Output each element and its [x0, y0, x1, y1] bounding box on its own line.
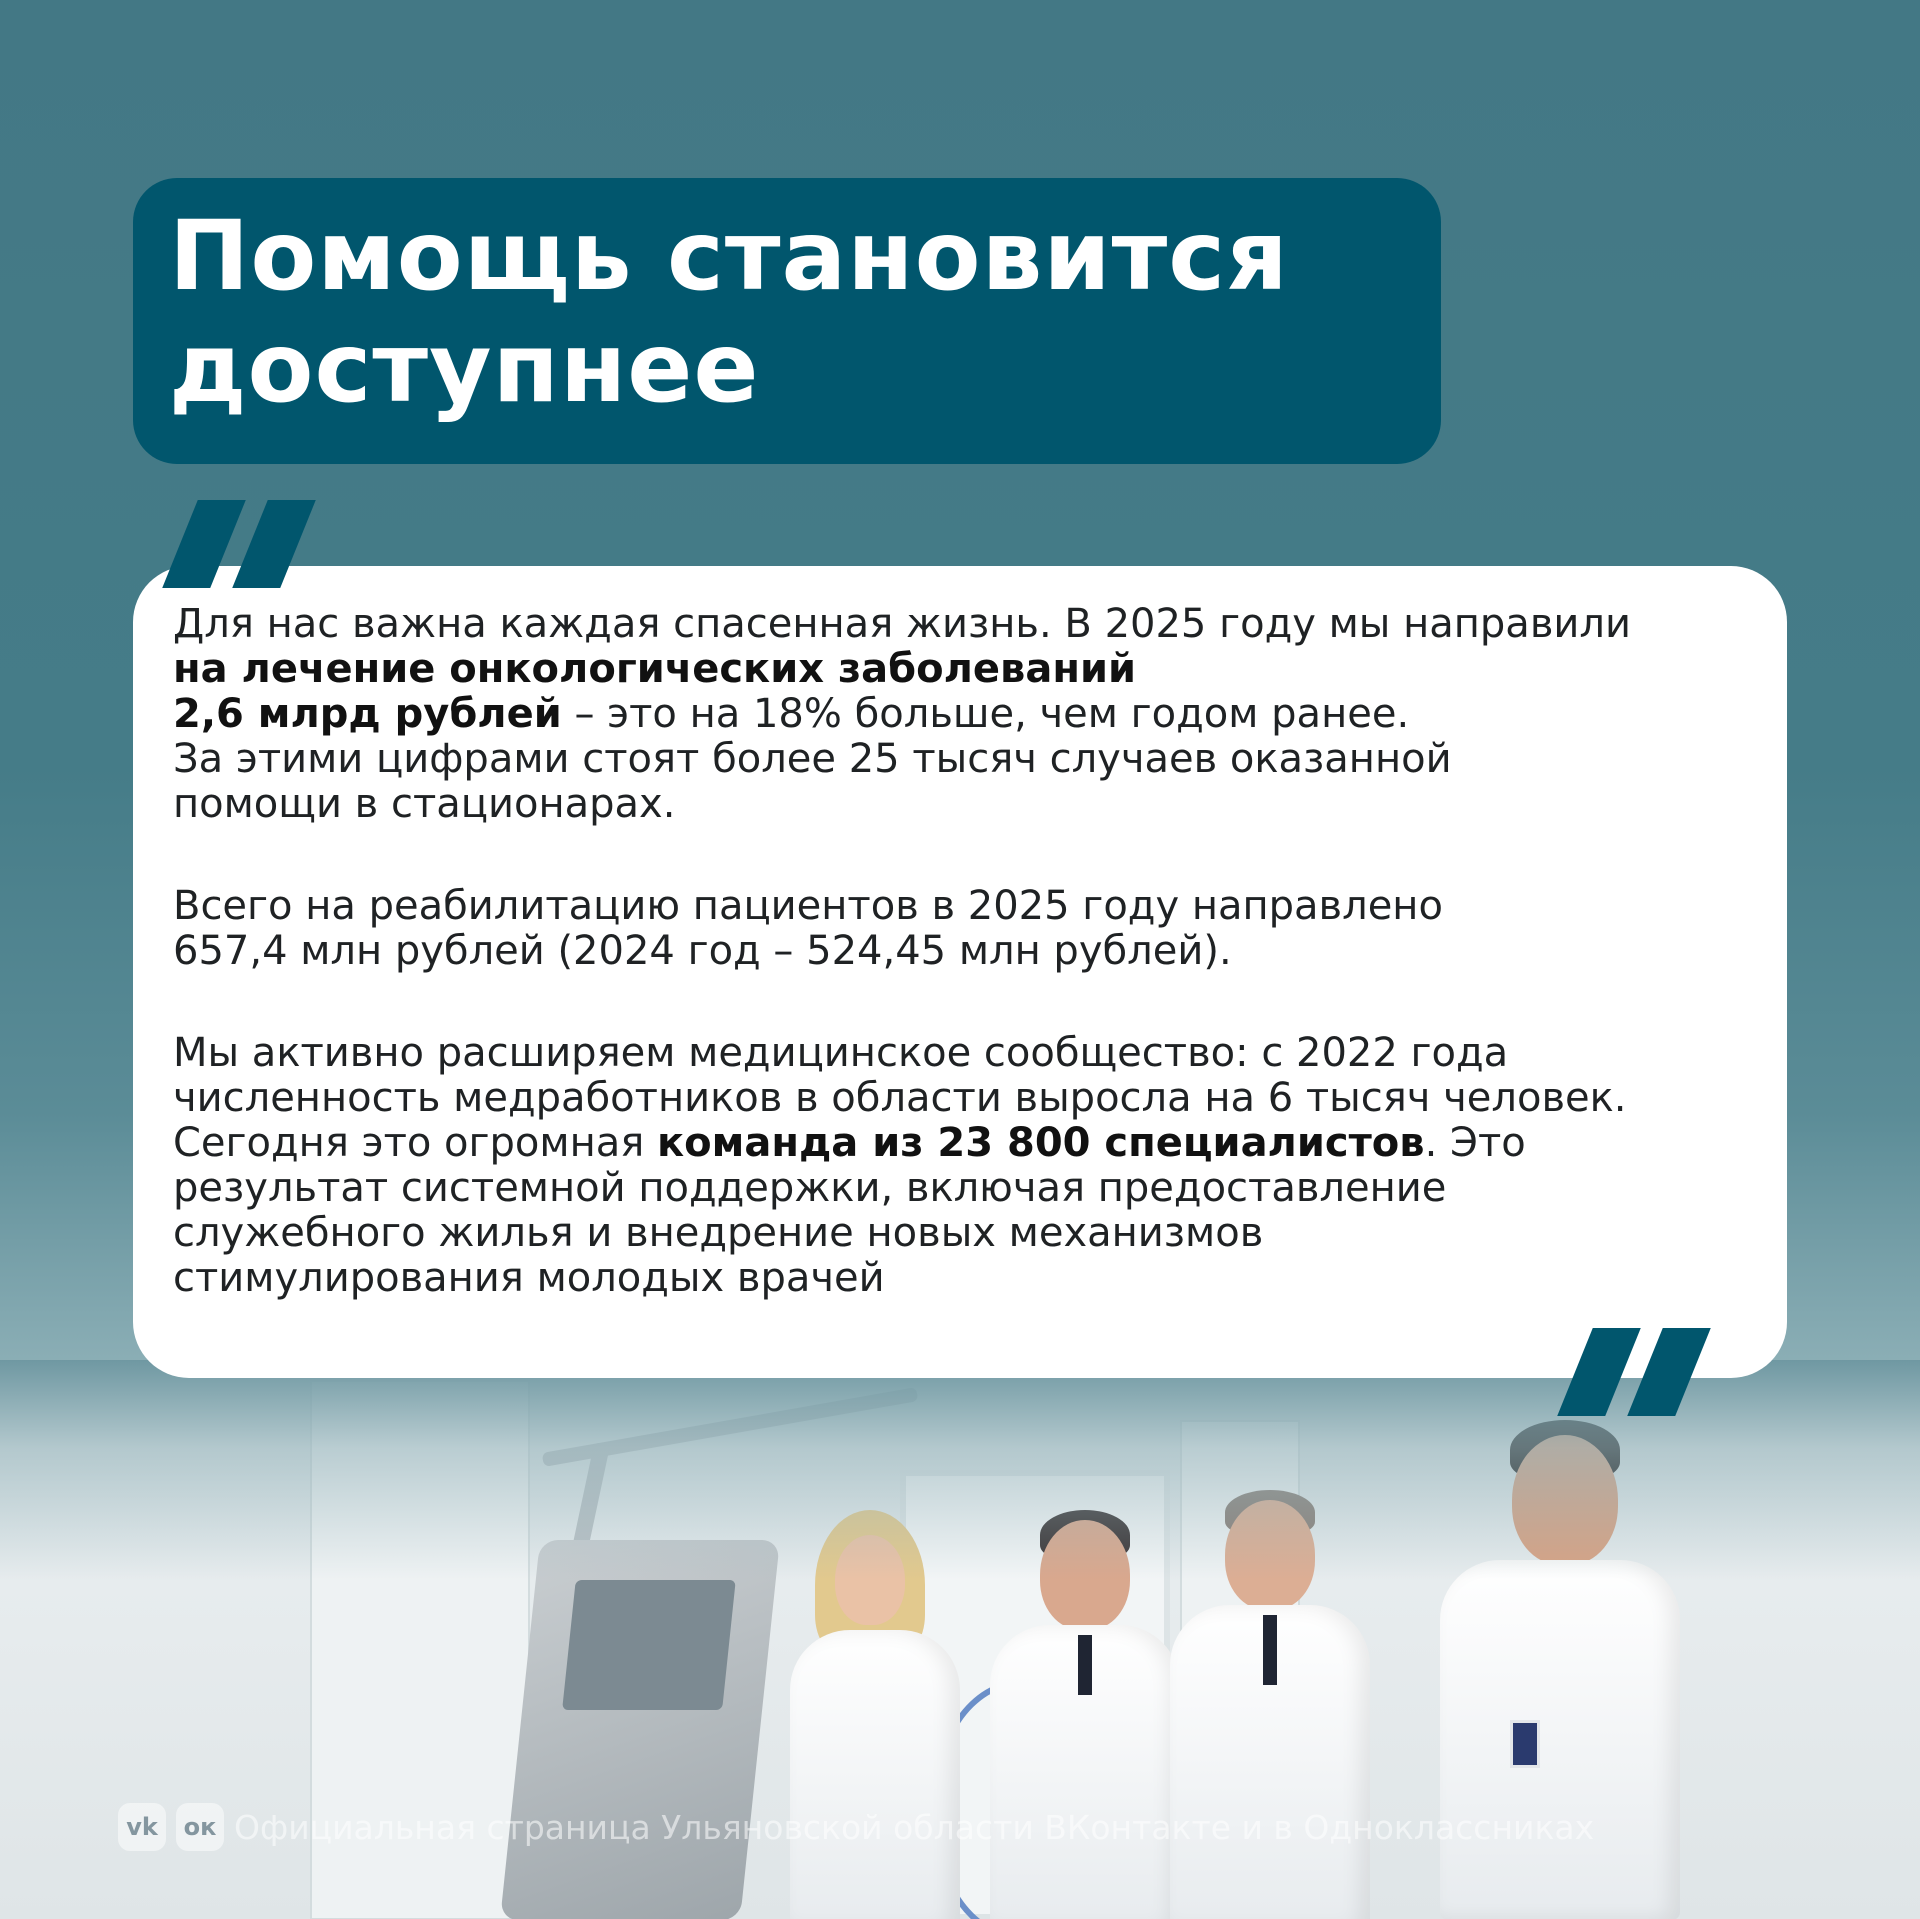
text-line: Для нас важна каждая спасенная жизнь. В 2025 году мы направили: [173, 601, 1631, 647]
bold-text: 2,6 млрд рублей: [173, 691, 562, 737]
text-line: 657,4 млн рублей (2024 год – 524,45 млн рублей).: [173, 928, 1232, 974]
text-span: – это на 18% больше, чем годом ранее.: [561, 691, 1410, 737]
title-line-1: Помощь становится: [169, 200, 1289, 312]
text-span: . Это: [1424, 1120, 1526, 1166]
text-line: Мы активно расширяем медицинское сообщество: с 2022 года: [173, 1030, 1509, 1076]
text-line: [173, 1121, 1747, 1166]
bold-text: на лечение онкологических заболеваний: [173, 646, 1137, 692]
watermark: [118, 1803, 1594, 1851]
text-line: [173, 692, 1747, 737]
vk-icon: vk: [118, 1803, 166, 1851]
open-quote-icon: [150, 500, 300, 590]
paragraph-2: [173, 884, 1747, 974]
ok-icon: ок: [176, 1803, 224, 1851]
text-line: численность медработников в области выросла на 6 тысяч человек.: [173, 1075, 1627, 1121]
watermark-text: Официальная страница Ульяновской области ВКонтакте и в Одноклассниках: [234, 1807, 1595, 1847]
title-line-2: доступнее: [169, 312, 760, 424]
text-line: Всего на реабилитацию пациентов в 2025 году направлено: [173, 883, 1443, 929]
bold-text: команда из 23 800 специалистов: [657, 1120, 1425, 1166]
text-line: служебного жилья и внедрение новых механизмов: [173, 1210, 1264, 1256]
text-line: стимулирования молодых врачей: [173, 1255, 885, 1301]
paragraph-1: [173, 602, 1747, 827]
text-line: За этими цифрами стоят более 25 тысяч случаев оказанной: [173, 736, 1452, 782]
text-line: результат системной поддержки, включая предоставление: [173, 1165, 1447, 1211]
paragraph-3: [173, 1031, 1747, 1301]
text-line: [173, 647, 1747, 692]
text-line: помощи в стационарах.: [173, 781, 676, 827]
ventilator: [500, 1540, 780, 1919]
title-block: [133, 178, 1441, 464]
text-span: Сегодня это огромная: [173, 1120, 658, 1166]
page-title: [169, 200, 1405, 424]
quote-card: [133, 566, 1787, 1378]
close-quote-icon: [1545, 1328, 1695, 1418]
